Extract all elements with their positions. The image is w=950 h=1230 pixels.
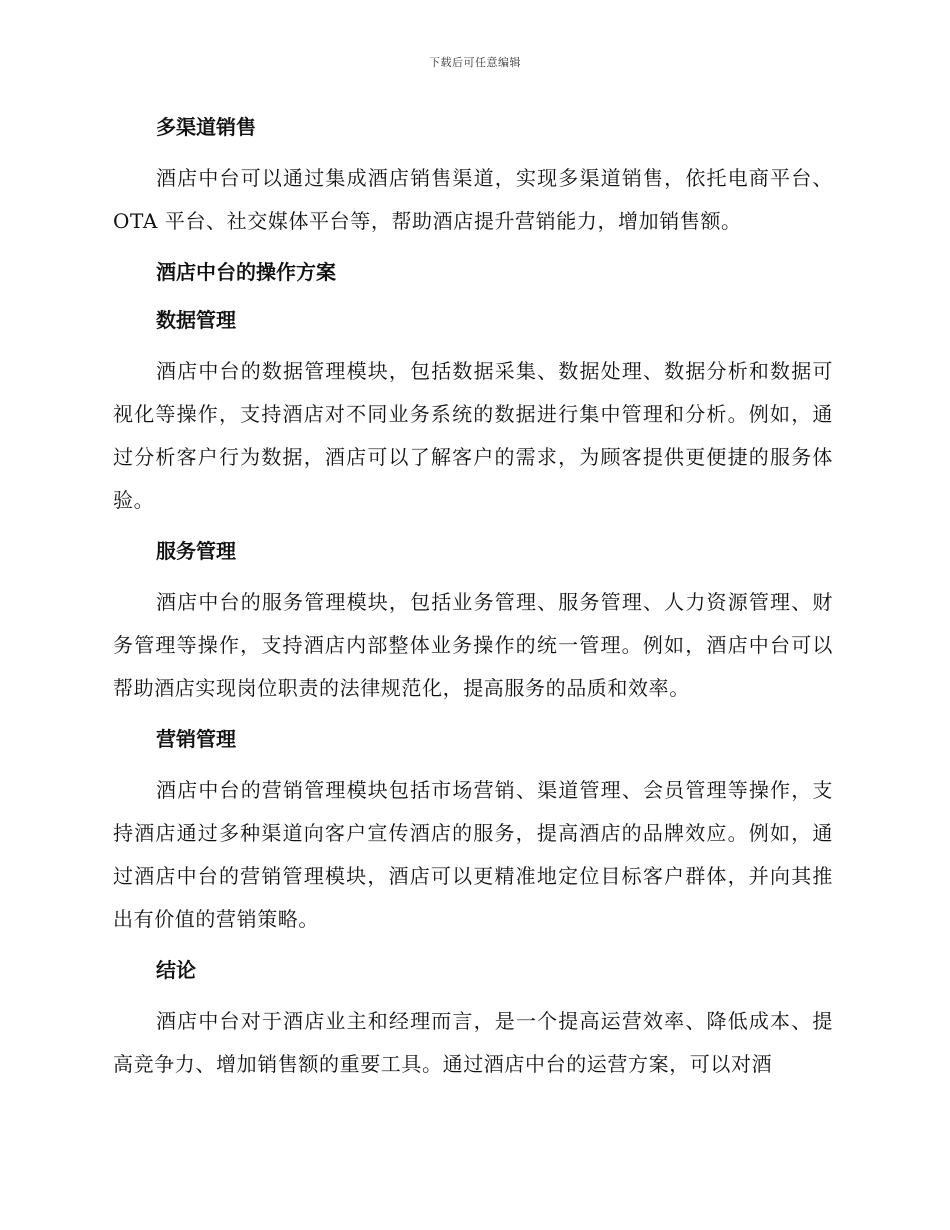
section-heading-multichannel-sales: 多渠道销售 bbox=[156, 115, 256, 139]
document-body bbox=[113, 109, 833, 1086]
paragraph-data-management: 酒店中台的数据管理模块，包括数据采集、数据处理、数据分析和数据可视化等操作，支持酒店对不同业务系统的数据进行集中管理和分析。例如，通过分析客户行为数据，酒店可以了解客户的需求，为顾客提供更便捷的服务体验。 bbox=[113, 359, 833, 512]
section-heading-conclusion: 结论 bbox=[156, 958, 196, 982]
paragraph-conclusion: 酒店中台对于酒店业主和经理而言，是一个提高运营效率、降低成本、提高竞争力、增加销售额的重要工具。通过酒店中台的运营方案，可以对酒 bbox=[113, 1009, 833, 1076]
section-heading-service-management: 服务管理 bbox=[156, 539, 236, 563]
paragraph-service-management: 酒店中台的服务管理模块，包括业务管理、服务管理、人力资源管理、财务管理等操作，支持酒店内部整体业务操作的统一管理。例如，酒店中台可以帮助酒店实现岗位职责的法律规范化，提高服务的品质和效率。 bbox=[113, 590, 833, 700]
section-heading-marketing-management: 营销管理 bbox=[156, 727, 236, 751]
page-header-note: 下载后可任意编辑 bbox=[429, 56, 521, 69]
section-heading-operation-plan: 酒店中台的操作方案 bbox=[156, 260, 336, 284]
paragraph-marketing-management: 酒店中台的营销管理模块包括市场营销、渠道管理、会员管理等操作，支持酒店通过多种渠道向客户宣传酒店的服务，提高酒店的品牌效应。例如，通过酒店中台的营销管理模块，酒店可以更精准地定位目标客户群体，并向其推出有价值的营销策略。 bbox=[113, 778, 833, 931]
paragraph-multichannel-sales: 酒店中台可以通过集成酒店销售渠道，实现多渠道销售，依托电商平台、OTA 平台、社交媒体平台等，帮助酒店提升营销能力，增加销售额。 bbox=[113, 166, 833, 233]
section-heading-data-management: 数据管理 bbox=[156, 308, 236, 332]
